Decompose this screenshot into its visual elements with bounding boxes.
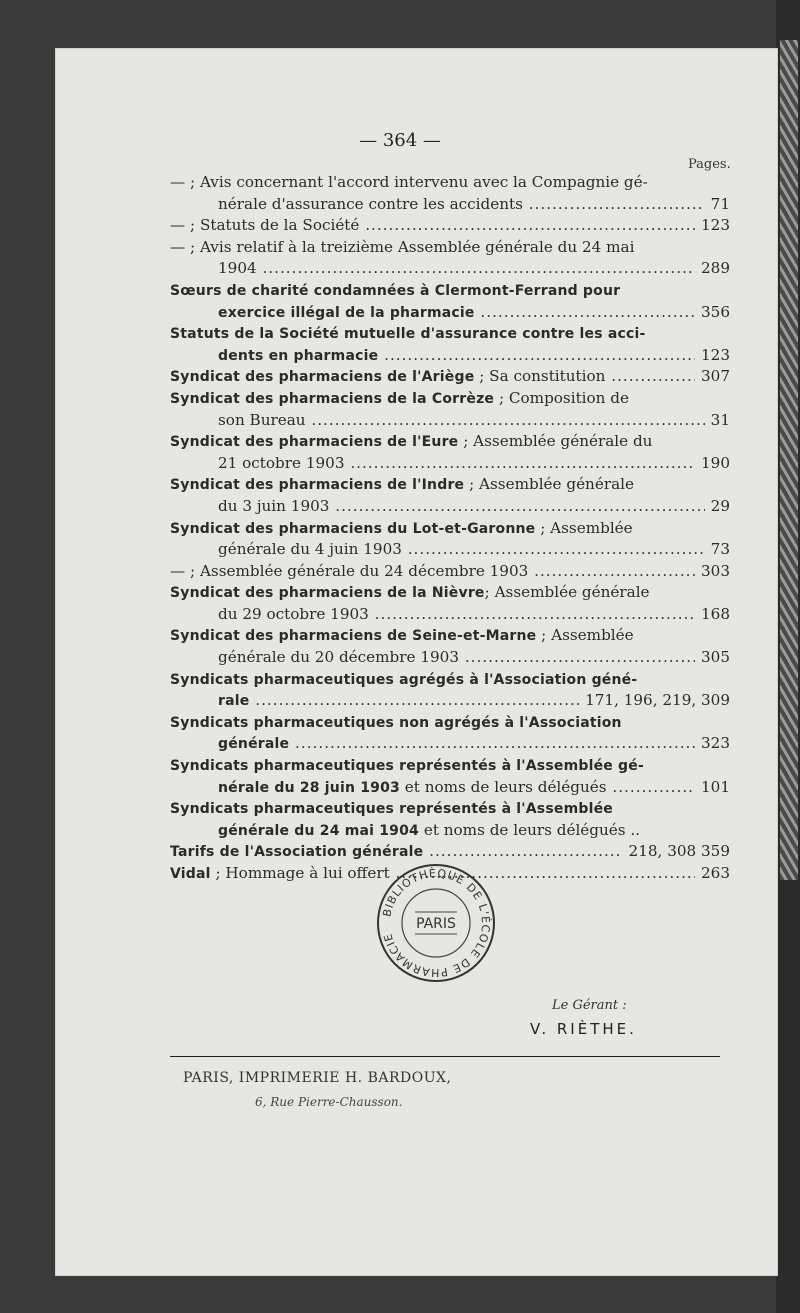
index-entry [170, 669, 730, 712]
page-reference: 168 [695, 604, 730, 626]
index-text: et noms de leurs délégués .. [419, 820, 641, 839]
index-entry [170, 474, 730, 517]
index-heading: générale [218, 736, 290, 753]
stamp-ring-text: BIBLIOTHÈQUE DE L'ÉCOLE DE PHARMACIE [380, 866, 493, 980]
index-heading: Statuts de la Société mutuelle d'assurance contre les acci- [170, 326, 646, 343]
index-heading: Syndicat des pharmaciens de l'Ariège [170, 369, 475, 386]
index-heading: Syndicats pharmaceutiques agrégés à l'Association géné- [170, 671, 638, 688]
index-heading: exercice illégal de la pharmacie [218, 304, 475, 321]
index-text: ; Assemblée générale [484, 583, 650, 602]
index-text: — ; Avis concernant l'accord intervenu avec la Compagnie gé- [170, 173, 648, 191]
index-heading: Syndicat des pharmaciens de Seine-et-Marne [170, 628, 537, 645]
index-entry [170, 280, 730, 323]
index-heading: Syndicats pharmaceutiques représentés à l'Assemblée gé- [170, 758, 644, 775]
index-list [170, 172, 730, 885]
page-reference: 289 [695, 258, 730, 280]
index-line [170, 410, 730, 432]
index-entry [170, 215, 730, 237]
signature-name: V. RIÈTHE. [530, 1020, 637, 1038]
page-reference: 73 [705, 539, 730, 561]
index-text: du 29 octobre 1903 [218, 604, 369, 623]
index-line [170, 712, 730, 734]
index-entry [170, 366, 730, 388]
index-line [170, 366, 730, 388]
index-text: ; Assemblée générale du [458, 432, 653, 451]
index-line [170, 669, 730, 691]
index-line [170, 474, 730, 496]
index-line [170, 820, 730, 842]
page-reference: 101 [695, 777, 730, 799]
index-text: 1904 [218, 259, 257, 278]
index-line [170, 496, 730, 518]
index-heading: Vidal [170, 866, 211, 882]
index-text: 21 octobre 1903 [218, 453, 345, 472]
index-line [170, 172, 730, 194]
index-line [170, 323, 730, 345]
index-heading: Syndicats pharmaceutiques non agrégés à l'Association [170, 714, 622, 731]
index-line [170, 431, 730, 453]
index-entry [170, 518, 730, 561]
binding-strip [780, 40, 798, 880]
page-reference: 31 [705, 410, 730, 432]
index-line [170, 258, 730, 280]
index-line [170, 194, 730, 216]
index-line [170, 841, 730, 863]
index-entry [170, 323, 730, 366]
page-reference: 71 [705, 194, 730, 216]
index-entry [170, 798, 730, 841]
index-heading: Syndicats pharmaceutiques représentés à l'Assemblée [170, 801, 613, 818]
page-reference: 190 [695, 453, 730, 475]
page-reference: 29 [705, 496, 730, 518]
index-line [170, 453, 730, 475]
index-entry [170, 755, 730, 798]
index-entry [170, 237, 730, 280]
index-line [170, 237, 730, 259]
index-heading: Syndicat des pharmaciens de la Nièvre [170, 585, 485, 602]
index-text: ; Composition de [494, 388, 630, 407]
page-reference: 218, 308 359 [623, 841, 730, 863]
index-heading: Syndicat des pharmaciens du Lot-et-Garonne [170, 520, 536, 537]
index-text: — ; Statuts de la Société [170, 216, 360, 235]
printer-address: 6, Rue Pierre-Chausson. [255, 1095, 403, 1109]
book-binding [776, 0, 800, 1313]
page-reference: 171, 196, 219, 309 [579, 690, 730, 712]
index-text: ; Assemblée [535, 518, 633, 537]
index-line [170, 561, 730, 583]
index-line [170, 539, 730, 561]
index-line [170, 625, 730, 647]
library-stamp [375, 862, 497, 984]
index-heading: nérale du 28 juin 1903 [218, 779, 400, 796]
page-reference: 123 [695, 215, 730, 237]
index-line [170, 388, 730, 410]
index-text: ; Sa constitution [474, 367, 606, 386]
index-text: son Bureau [218, 410, 306, 429]
page-number: — 364 — [359, 130, 441, 151]
index-heading: Syndicat des pharmaciens de l'Indre [170, 477, 465, 494]
index-entry [170, 388, 730, 431]
index-line [170, 215, 730, 237]
index-line [170, 647, 730, 669]
index-entry [170, 431, 730, 474]
page-reference: 123 [695, 345, 730, 367]
index-entry [170, 561, 730, 583]
index-line [170, 518, 730, 540]
stamp-center-text: PARIS [416, 916, 456, 932]
index-text: ; Assemblée [536, 626, 634, 645]
index-line [170, 690, 730, 712]
index-line [170, 582, 730, 604]
page-reference: 303 [695, 561, 730, 583]
index-entry [170, 172, 730, 215]
printer-line: PARIS, IMPRIMERIE H. BARDOUX, [183, 1070, 452, 1086]
index-line [170, 345, 730, 367]
index-text: nérale d'assurance contre les accidents [218, 194, 523, 213]
index-entry [170, 712, 730, 755]
index-entry [170, 582, 730, 625]
index-text: — ; Avis relatif à la treizième Assemblée générale du 24 mai [170, 237, 635, 256]
index-line [170, 733, 730, 755]
index-heading: générale du 24 mai 1904 [218, 822, 419, 839]
page-reference: 307 [695, 366, 730, 388]
index-heading: Syndicat des pharmaciens de la Corrèze [170, 390, 495, 407]
index-text: et noms de leurs délégués [399, 777, 607, 796]
index-line [170, 798, 730, 820]
index-text: ; Assemblée générale [464, 475, 634, 494]
index-text: générale du 20 décembre 1903 [218, 648, 460, 667]
index-text: du 3 juin 1903 [218, 496, 330, 515]
index-line [170, 604, 730, 626]
index-heading: dents en pharmacie [218, 347, 379, 364]
index-line [170, 777, 730, 799]
index-line [170, 755, 730, 777]
page-reference: 305 [695, 647, 730, 669]
index-text: ; Hommage à lui offert [210, 864, 390, 882]
index-heading: rale [218, 693, 250, 710]
page-reference: 323 [695, 733, 730, 755]
page-reference: 263 [695, 863, 730, 885]
index-entry [170, 625, 730, 668]
pages-column-label: Pages. [688, 157, 731, 172]
index-heading: Tarifs de l'Association générale [170, 844, 424, 861]
signature-role: Le Gérant : [552, 998, 627, 1013]
index-heading: Syndicat des pharmaciens de l'Eure [170, 434, 459, 451]
page-reference: 356 [695, 302, 730, 324]
divider-rule [170, 1056, 720, 1057]
index-heading: Sœurs de charité condamnées à Clermont-Ferrand pour [170, 282, 621, 299]
index-text: — ; Assemblée générale du 24 décembre 1903 [170, 561, 529, 580]
index-text: générale du 4 juin 1903 [218, 540, 402, 559]
index-line [170, 280, 730, 302]
index-entry [170, 841, 730, 863]
index-line [170, 302, 730, 324]
